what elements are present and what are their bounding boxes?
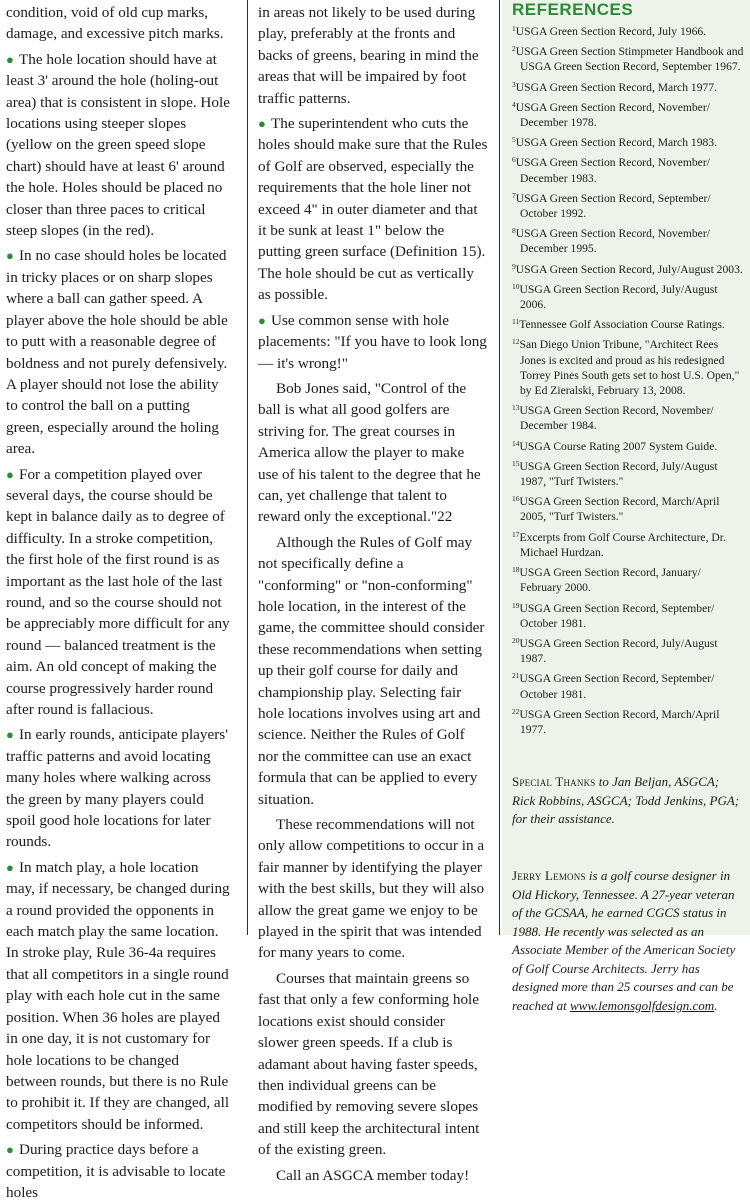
reference-text: USGA Green Section Stimpmeter Handbook and USGA Green Section Record, September 1967.: [515, 45, 744, 74]
reference-text: USGA Green Section Record, July/August 1987.: [519, 636, 718, 666]
reference-number: 9: [512, 261, 516, 271]
paragraph-text: The superintendent who cuts the holes should make sure that the Rules of Golf are observed, especially the requirements that the hole liner not exceed 4" in outer diameter and that it be sunk at least 1" below the putting green surface (Definition 15). The hole should be cut as vertically as possible.: [258, 115, 488, 304]
column-2: [252, 0, 496, 1184]
reference-number: 10: [512, 281, 520, 291]
reference-text: USGA Green Section Record, January/ February 2000.: [519, 566, 701, 595]
reference-number: 4: [512, 99, 516, 109]
reference-item: [512, 636, 744, 666]
paragraph: [258, 2, 488, 109]
reference-item: [512, 226, 744, 256]
reference-number: 2: [512, 44, 516, 54]
reference-item: [512, 459, 744, 489]
reference-text: USGA Green Section Record, November/ December 1978.: [515, 100, 710, 130]
paragraph-text: Courses that maintain greens so fast that only a few conforming hole locations exist should consider slower green speeds. If a club is adamant about having faster speeds, then individual greens can be modified by removing severe slopes and still keep the architectural intent of the existing green.: [258, 969, 480, 1159]
reference-text: USGA Green Section Record, November/ December 1983.: [515, 156, 710, 185]
bullet-paragraph: [258, 310, 488, 374]
reference-item: [512, 155, 744, 185]
author-bio: [512, 867, 744, 1016]
reference-item: [512, 439, 744, 454]
reference-number: 12: [512, 337, 520, 347]
reference-text: USGA Course Rating 2007 System Guide.: [519, 439, 718, 453]
reference-text: USGA Green Section Record, July/August 2006.: [519, 282, 718, 312]
reference-number: 17: [512, 529, 520, 539]
special-thanks-lead: Special Thanks: [512, 774, 596, 790]
bullet-paragraph: [258, 113, 488, 306]
column-divider: [247, 0, 248, 935]
reference-text: USGA Green Section Record, September/ October 1981.: [519, 601, 715, 630]
reference-text: Excerpts from Golf Course Architecture, Dr. Michael Hurdzan.: [519, 530, 726, 559]
reference-number: 1: [512, 24, 516, 33]
special-thanks: [512, 773, 744, 829]
reference-number: 3: [512, 79, 516, 89]
paragraph-text: Use common sense with hole placements: "If you have to look long — it's wrong!": [258, 311, 487, 372]
reference-item: [512, 707, 744, 737]
reference-text: USGA Green Section Record, November/ December 1995.: [515, 227, 710, 256]
bullet-paragraph: [6, 724, 230, 852]
reference-item: [512, 530, 744, 560]
reference-text: USGA Green Section Record, July/August 2003.: [515, 262, 743, 276]
special-thanks-text: to Jan Beljan, ASGCA; Rick Robbins, ASGCA; Todd Jenkins, PGA; for their assistance.: [512, 774, 740, 827]
reference-number: 21: [512, 671, 520, 681]
bullet-icon: ●: [6, 51, 14, 67]
reference-item: [512, 601, 744, 631]
paragraph-text: For a competition played over several days, the course should be kept in balance daily as to degree of difficulty. In a stroke competition, the first hole of the first round is as important as the last hole of the last round, and so the course should not be appreciably more difficult for any round — balanced treatment is the aim. An old concept of making the course progressively harder round after round is fallacious.: [6, 465, 230, 718]
bullet-icon: ●: [258, 312, 266, 328]
reference-item: [512, 191, 744, 221]
paragraph-text: in areas not likely to be used during play, preferably at the fronts and backs of greens, bearing in mind the areas that will be impaired by foot traffic patterns.: [258, 4, 479, 107]
paragraph: [6, 2, 230, 45]
bullet-paragraph: [6, 857, 230, 1135]
references-heading: REFERENCES: [512, 0, 634, 19]
reference-text: USGA Green Section Record, March 1983.: [515, 136, 717, 150]
paragraph-text: In early rounds, anticipate players' traffic patterns and avoid locating many holes where walking across the green by many players could spoil good hole locations for later rounds.: [6, 726, 228, 851]
reference-item: [512, 80, 744, 95]
paragraph-text: During practice days before a competition, it is advisable to locate holes: [6, 1141, 226, 1201]
paragraph: [258, 814, 488, 964]
paragraph: [258, 1165, 488, 1186]
reference-item: [512, 337, 744, 398]
author-name: Jerry Lemons: [512, 867, 586, 883]
reference-text: USGA Green Section Record, November/ December 1984.: [519, 404, 714, 433]
bullet-paragraph: [6, 49, 230, 242]
bullet-paragraph: [6, 245, 230, 459]
reference-item: [512, 317, 744, 332]
paragraph: [258, 532, 488, 810]
reference-number: 13: [512, 403, 520, 413]
bullet-icon: ●: [6, 466, 14, 482]
reference-item: [512, 282, 744, 312]
reference-item: [512, 44, 744, 74]
reference-number: 15: [512, 458, 520, 468]
bullet-icon: ●: [258, 116, 266, 132]
column-1: [0, 0, 240, 1201]
paragraph-text: In no case should holes be located in tricky places or on sharp slopes where a ball can gather speed. A player above the hole should be able to putt with a reasonable degree of boldness and not purely defensively. A player should not lose the ability to control the ball on a putting green, especially around the holing area.: [6, 247, 228, 458]
reference-text: USGA Green Section Record, July/August 1987, "Turf Twisters.": [519, 459, 718, 489]
reference-number: 7: [512, 190, 516, 200]
bullet-icon: ●: [6, 248, 14, 264]
column-divider: [499, 0, 500, 935]
reference-text: USGA Green Section Record, September/ October 1981.: [519, 672, 715, 701]
reference-text: USGA Green Section Record, March/April 2005, "Turf Twisters.": [519, 495, 720, 524]
paragraph-text: In match play, a hole location may, if necessary, be changed during a round provided the opponents in each match play the same location. In stroke play, Rule 36-4a requires that all competitors in a single round play with each hole cut in the same position. When 36 holes are played in one day, it is not customary for hole locations to be changed between rounds, but there is no Rule to prohibit it. If they are changed, all competitors should be informed.: [6, 858, 230, 1133]
reference-number: 8: [512, 226, 516, 236]
reference-text: USGA Green Section Record, July 1966.: [515, 25, 707, 38]
reference-number: 11: [512, 317, 520, 327]
reference-number: 6: [512, 155, 516, 165]
reference-number: 20: [512, 635, 520, 645]
reference-item: [512, 671, 744, 701]
author-bio-text: is a golf course designer in Old Hickory, Tennessee. A 27-year veteran of the GCSAA, he earned CGCS status in 1988. He recently was selected as an Associate Member of the American Society of Golf Course Architects. Jerry has designed more than 25 courses and can be reached at: [512, 867, 736, 1014]
paragraph-text: The hole location should have at least 3' around the hole (holing-out area) that is consistent in slope. Hole locations using steeper slopes (yellow on the green speed slope chart) should have at least 6' around the hole. Holes should be placed no closer than three paces to critical steep slopes (in the red).: [6, 50, 230, 240]
sidebar: [502, 0, 750, 1014]
bullet-icon: ●: [6, 1142, 14, 1158]
reference-item: [512, 135, 744, 150]
paragraph-text: condition, void of old cup marks, damage, and excessive pitch marks.: [6, 4, 224, 43]
bullet-icon: ●: [6, 859, 14, 875]
reference-number: 19: [512, 600, 520, 610]
reference-item: [512, 403, 744, 433]
reference-text: USGA Green Section Record, March/April 1977.: [519, 707, 720, 736]
reference-text: Tennessee Golf Association Course Ratings.: [519, 318, 725, 332]
reference-number: 16: [512, 494, 520, 504]
paragraph: [258, 378, 488, 528]
reference-number: 18: [512, 565, 520, 575]
reference-number: 5: [512, 135, 516, 145]
paragraph-text: These recommendations will not only allow competitions to occur in a fair manner by identifying the player with the best skills, but they will also allow the great game we enjoy to be played in the spirit that was intended for many years to come.: [258, 816, 485, 962]
bullet-icon: ●: [6, 727, 14, 743]
reference-text: USGA Green Section Record, September/ October 1992.: [515, 191, 711, 221]
reference-item: [512, 24, 744, 39]
reference-item: [512, 262, 744, 277]
paragraph-text: Bob Jones said, "Control of the ball is what all good golfers are striving for. The great courses in America allow the player to make use of his talent to the degree that he can, yet challenge that talent to reward only the exceptional."22: [258, 379, 481, 526]
paragraph-text: Although the Rules of Golf may not specifically define a "conforming" or "non-conforming" hole location, in the interest of the game, the committee should consider these recommendations when setting up their golf course for daily and championship play. Selecting fair hole locations involves using art and science. Neither the Rules of Golf nor the committee can use an exact formula that can be applied to every situation.: [258, 533, 485, 808]
author-website-link[interactable]: www.lemonsgolfdesign.com: [570, 998, 715, 1014]
reference-item: [512, 565, 744, 595]
reference-number: 22: [512, 706, 520, 716]
references-list: [512, 24, 744, 737]
reference-item: [512, 100, 744, 130]
reference-text: San Diego Union Tribune, "Architect Rees Jones is excited and proud as his redesigned Torrey Pines South gets set to host U.S. Open," by Ed Zieralski, February 13, 2008.: [519, 338, 740, 398]
bullet-paragraph: [6, 464, 230, 721]
reference-text: USGA Green Section Record, March 1977.: [515, 80, 717, 94]
paragraph: [258, 968, 488, 1161]
paragraph-text: Call an ASGCA member today!: [276, 1166, 470, 1184]
reference-number: 14: [512, 438, 520, 448]
author-bio-end: .: [714, 998, 718, 1014]
reference-item: [512, 494, 744, 524]
bullet-paragraph: [6, 1139, 230, 1203]
